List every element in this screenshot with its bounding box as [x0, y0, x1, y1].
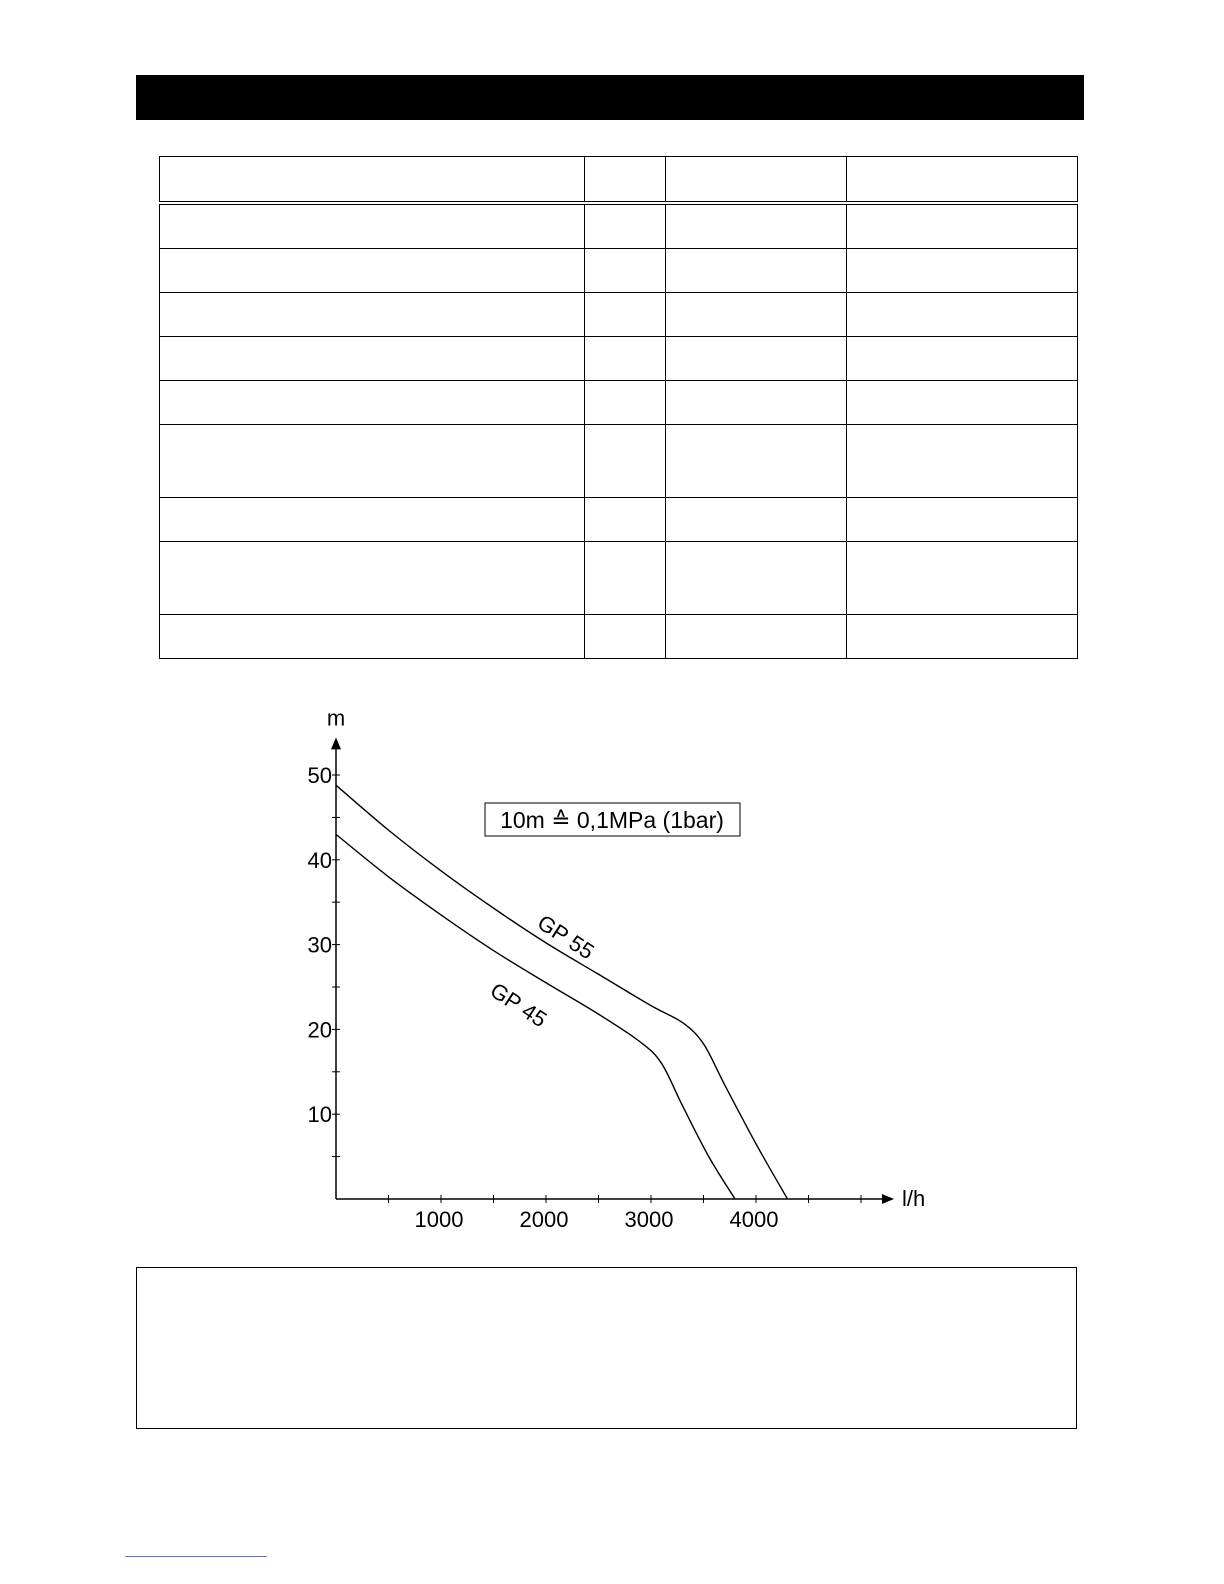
x-tick-label: 2000 — [519, 1207, 569, 1232]
table-cell — [160, 337, 585, 381]
table-row — [160, 498, 1078, 542]
table-cell — [160, 498, 585, 542]
y-tick-label: 30 — [307, 932, 332, 958]
table-cell — [160, 381, 585, 425]
y-tick-label: 50 — [307, 763, 332, 788]
table-row — [160, 249, 1078, 293]
table-cell — [666, 249, 847, 293]
table-cell — [666, 293, 847, 337]
table-cell — [585, 498, 666, 542]
y-axis-label: m — [326, 705, 346, 731]
y-tick-label: 10 — [307, 1102, 332, 1128]
table-row — [160, 337, 1078, 381]
annotation-text: 10m ≙ 0,1MPa (1bar) — [500, 807, 724, 833]
table-cell — [847, 425, 1078, 498]
table-cell — [585, 203, 666, 249]
table-cell — [847, 381, 1078, 425]
table-cell — [847, 293, 1078, 337]
table-cell — [585, 157, 666, 204]
table-cell — [847, 157, 1078, 204]
table-cell — [666, 542, 847, 615]
table-cell — [160, 615, 585, 659]
table-cell — [847, 249, 1078, 293]
table-row — [160, 293, 1078, 337]
note-box — [136, 1267, 1077, 1429]
table-row — [160, 381, 1078, 425]
table-cell — [585, 337, 666, 381]
table-cell — [666, 203, 847, 249]
table-cell — [847, 498, 1078, 542]
table-cell — [666, 498, 847, 542]
table-cell — [160, 249, 585, 293]
table-cell — [585, 293, 666, 337]
table-cell — [847, 542, 1078, 615]
table-cell — [666, 425, 847, 498]
footer-link-underline[interactable] — [125, 1556, 267, 1557]
y-tick-label: 40 — [307, 847, 332, 873]
header-bar — [136, 75, 1084, 120]
table-cell — [847, 203, 1078, 249]
table-cell — [160, 203, 585, 249]
table-cell — [666, 337, 847, 381]
table-cell — [666, 381, 847, 425]
table-header-row — [160, 157, 1078, 204]
table-cell — [585, 542, 666, 615]
y-axis-arrow — [331, 737, 341, 749]
table-cell — [585, 425, 666, 498]
y-tick-label: 20 — [307, 1017, 332, 1043]
pressure-annotation — [485, 803, 740, 836]
table-cell — [585, 249, 666, 293]
table-cell — [585, 615, 666, 659]
table-cell — [160, 293, 585, 337]
series-label: GP 45 — [485, 977, 552, 1033]
table-cell — [160, 425, 585, 498]
pump-curve-chart — [280, 705, 926, 1245]
table-cell — [847, 337, 1078, 381]
table-cell — [666, 157, 847, 204]
x-axis-label: l/h — [902, 1186, 926, 1211]
table-cell — [666, 615, 847, 659]
table-cell — [585, 381, 666, 425]
chart-series — [336, 785, 788, 1199]
table-cell — [847, 615, 1078, 659]
table-row — [160, 615, 1078, 659]
x-tick-label: 3000 — [624, 1207, 674, 1232]
table-cell — [160, 157, 585, 204]
x-tick-label: 1000 — [414, 1207, 464, 1232]
chart-axes — [327, 705, 925, 1211]
table-row — [160, 203, 1078, 249]
table-row — [160, 425, 1078, 498]
chart-ticks — [308, 763, 861, 1232]
x-axis-arrow — [882, 1194, 894, 1204]
table-cell — [160, 542, 585, 615]
spec-table — [159, 156, 1078, 659]
series-label: GP 55 — [533, 909, 599, 965]
table-row — [160, 542, 1078, 615]
x-tick-label: 4000 — [729, 1207, 779, 1232]
